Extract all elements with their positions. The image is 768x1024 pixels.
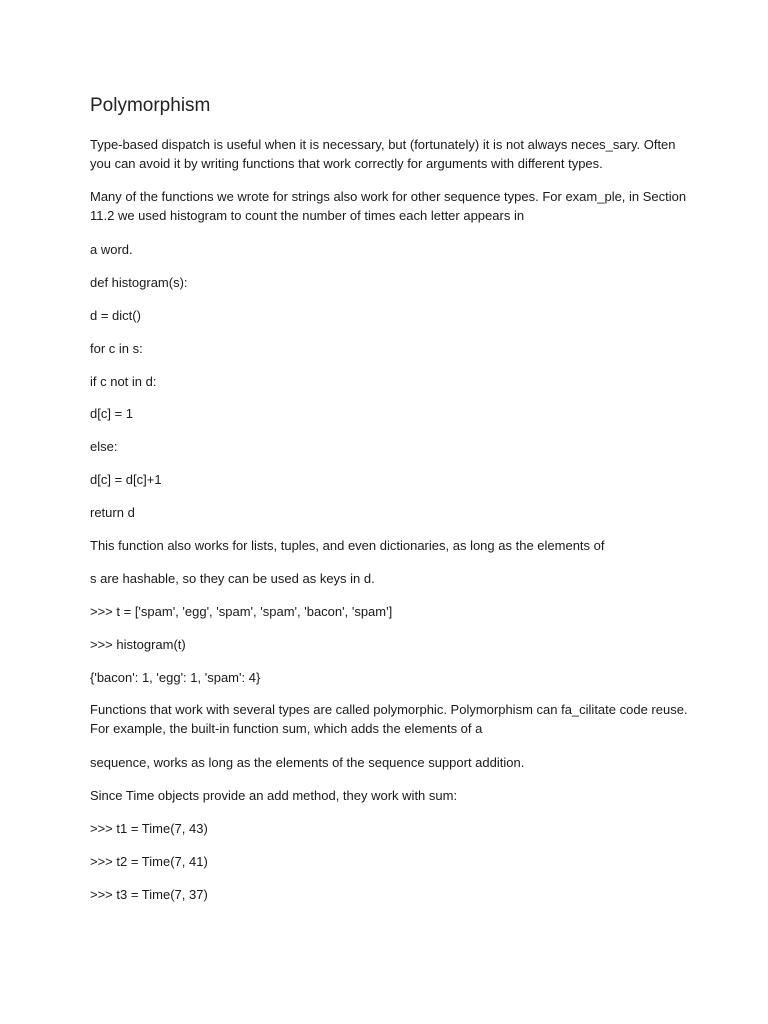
paragraph-line: Since Time objects provide an add method, they work with sum: xyxy=(90,788,458,803)
code-line: d[c] = 1 xyxy=(90,406,133,421)
code-line: return d xyxy=(90,505,135,520)
code-line: else: xyxy=(90,439,118,454)
paragraph-line: This function also works for lists, tuples, and even dictionaries, as long as the elements of xyxy=(90,538,605,553)
code-line: >>> t3 = Time(7, 37) xyxy=(90,887,208,902)
section-heading: Polymorphism xyxy=(90,95,211,116)
code-line: for c in s: xyxy=(90,341,143,356)
paragraph-line: s are hashable, so they can be used as keys in d. xyxy=(90,571,375,586)
code-line: {'bacon': 1, 'egg': 1, 'spam': 4} xyxy=(90,670,261,685)
code-line: >>> t1 = Time(7, 43) xyxy=(90,821,208,836)
code-line: def histogram(s): xyxy=(90,275,188,290)
code-line: >>> t = ['spam', 'egg', 'spam', 'spam', 'bacon', 'spam'] xyxy=(90,604,393,619)
paragraph-line: For example, the built-in function sum, which adds the elements of a xyxy=(90,721,483,736)
code-line: d[c] = d[c]+1 xyxy=(90,472,162,487)
paragraph-line: 11.2 we used histogram to count the number of times each letter appears in xyxy=(90,208,525,223)
paragraph-line: Many of the functions we wrote for strings also work for other sequence types. For exam_ple, in Section xyxy=(90,189,687,204)
code-line: >>> histogram(t) xyxy=(90,637,186,652)
code-line: d = dict() xyxy=(90,308,141,323)
paragraph-line: you can avoid it by writing functions that work correctly for arguments with different types. xyxy=(90,156,603,171)
code-line: >>> t2 = Time(7, 41) xyxy=(90,854,208,869)
code-line: if c not in d: xyxy=(90,374,157,389)
paragraph-line: Type-based dispatch is useful when it is necessary, but (fortunately) it is not always neces_sary. Often xyxy=(90,137,676,152)
paragraph-line: sequence, works as long as the elements of the sequence support addition. xyxy=(90,755,525,770)
paragraph-line: Functions that work with several types are called polymorphic. Polymorphism can fa_cilitate code reuse. xyxy=(90,702,688,717)
paragraph-line: a word. xyxy=(90,242,133,257)
